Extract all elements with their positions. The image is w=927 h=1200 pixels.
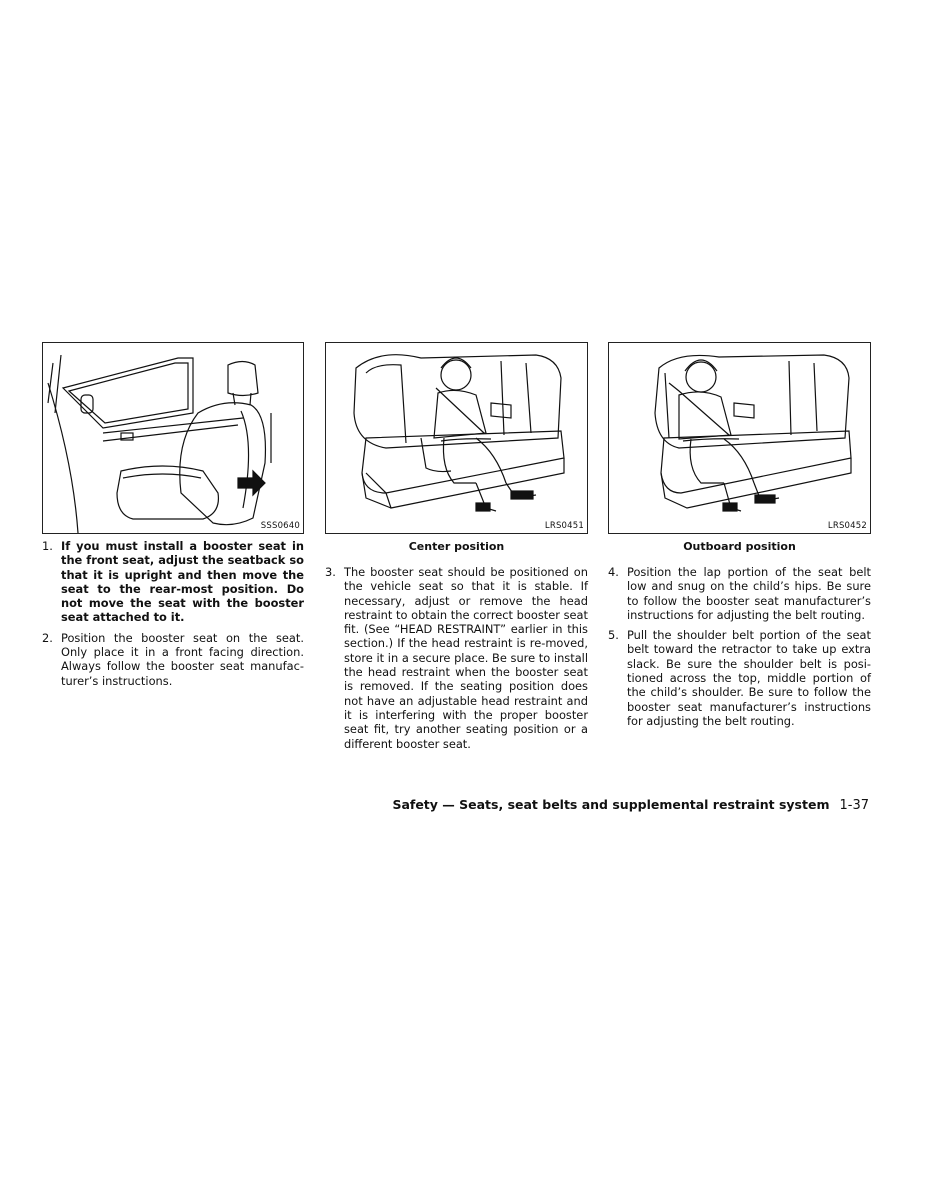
column-1 [42,539,304,694]
item-text: Pull the shoulder belt portion of the seat belt toward the retractor to take up extra slack. Be sure the shoulder belt is posi-tioned across the top, middle portion of the child’s shoulder. Be sure to follow the booster seat manufacturer’s instructions for adjusting the belt routing. [627,628,871,728]
page-number: 1-37 [839,798,869,813]
item-text: Position the lap portion of the seat belt low and snug on the child’s hips. Be sure to follow the booster seat manufacturer’s instructions for adjusting the belt routing. [627,565,871,622]
figure-caption: Outboard position [683,540,796,553]
item-number: 1. [42,539,53,553]
column-2 [325,565,588,757]
item-number: 3. [325,565,336,579]
list-item [325,565,588,751]
center-position-illustration [326,343,587,533]
figure-code: SSS0640 [260,521,300,531]
page-footer [392,797,869,813]
list-item [608,628,871,728]
figure-center-position [325,342,588,534]
front-seat-illustration [43,343,303,533]
figure-caption: Center position [408,540,505,553]
list-item [42,539,304,625]
item-number: 5. [608,628,619,643]
section-title: Safety — Seats, seat belts and supplemental restraint system [392,797,830,812]
item-text: The booster seat should be positioned on the vehicle seat so that it is stable. If necessary, adjust or remove the head restraint to obtain the correct booster seat fit. (See “HEAD RESTRAINT” earlier in this section.) If the head restraint is re-moved, store it in a secure place. Be sure to install the head restraint when the booster seat is removed. If the seating position does not have an adjustable head restraint and it is interfering with the proper booster seat fit, try another seating position or a different booster seat. [344,565,588,751]
item-number: 4. [608,565,619,579]
figure-outboard-position [608,342,871,534]
figure-front-seat [42,342,304,534]
figure-code: LRS0452 [827,521,867,531]
item-text: Position the booster seat on the seat. Only place it in a front facing direction. Always follow the booster seat manufac-turer’s instructions. [61,630,304,688]
list-item [42,631,304,688]
item-number: 2. [42,630,53,645]
item-text: If you must install a booster seat in the front seat, adjust the seatback so that it is upright and then move the seat to the rear-most position. Do not move the seat with the booster seat attached to it. [61,539,304,625]
column-3 [608,565,871,734]
list-item [608,565,871,622]
figure-code: LRS0451 [544,521,584,531]
outboard-position-illustration [609,343,870,533]
